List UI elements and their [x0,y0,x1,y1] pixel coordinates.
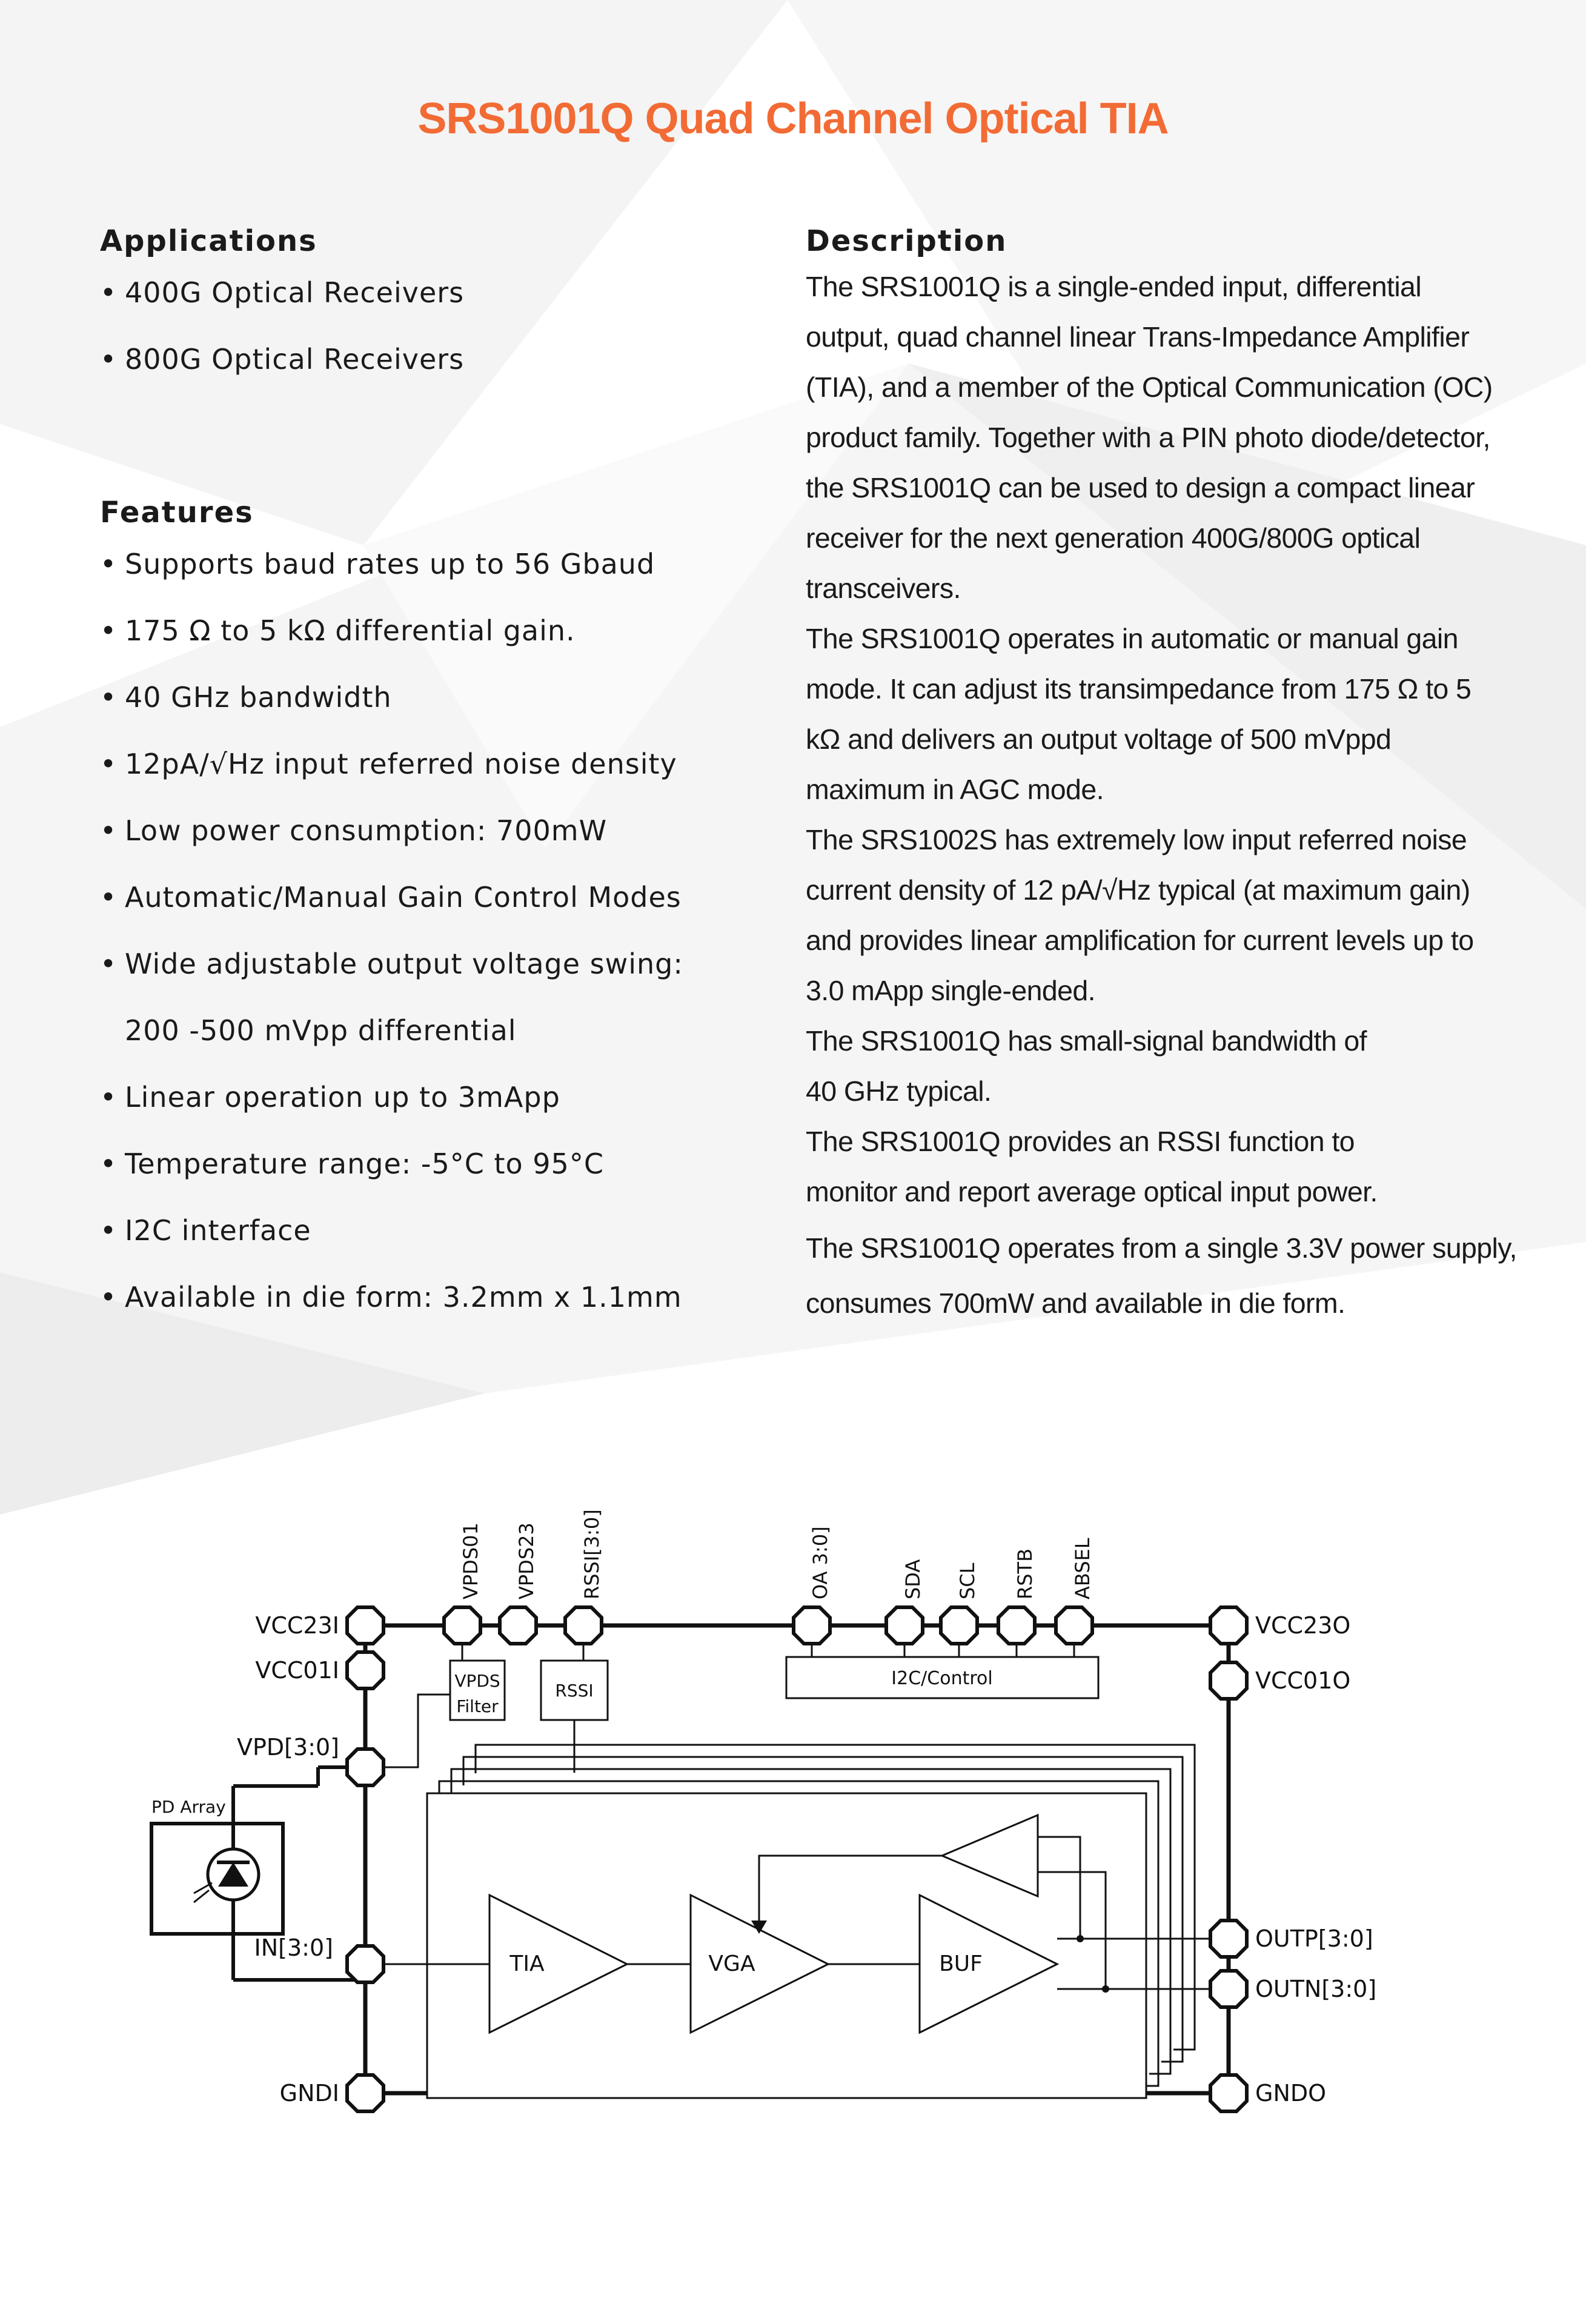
description-line: current density of 12 pA/√Hz typical (at maximum gain) [806,874,1470,906]
description-line: (TIA), and a member of the Optical Communication (OC) [806,371,1493,403]
description-line: mode. It can adjust its transimpedance from 175 Ω to 5 [806,673,1472,705]
pad-gndi [347,2075,383,2111]
list-item-continuation: 200 -500 mVpp differential [125,1014,517,1047]
pad-outp [1210,1921,1247,1957]
block-diagram [139,1478,1460,2133]
description-line: product family. Together with a PIN photo diode/detector, [806,422,1490,453]
description-line: output, quad channel linear Trans-Impedance Amplifier [806,321,1470,353]
description-line: maximum in AGC mode. [806,774,1104,805]
description-text [806,262,1551,1329]
features-list [100,531,797,1330]
pad-rssi [565,1607,602,1644]
description-line: The SRS1001Q is a single-ended input, differential [806,271,1422,302]
pin-label: VCC01O [1255,1667,1351,1694]
description-line: 3.0 mApp single-ended. [806,975,1095,1006]
pin-label: VPD[3:0] [237,1734,339,1761]
description-heading: Description [806,224,1007,258]
pad-oa [794,1607,830,1644]
description-line: and provides linear amplification for current levels up to [806,925,1474,956]
pad-outn [1210,1971,1247,2007]
pad-vpd [347,1749,383,1785]
right-column [806,224,1551,1329]
pad-scl [941,1607,977,1644]
pad-vcc01i [347,1652,383,1688]
pad-rstb [998,1607,1035,1644]
tia-label: TIA [509,1951,545,1976]
pd-array-label: PD Array [151,1797,226,1817]
vga-label: VGA [708,1951,755,1976]
pin-label: VCC23I [255,1612,339,1639]
description-line: consumes 700mW and available in die form. [806,1287,1345,1319]
pin-label: SCL [956,1562,979,1599]
description-line: 40 GHz typical. [806,1075,992,1107]
features-heading: Features [100,496,254,530]
left-column [100,224,797,1330]
description-line: receiver for the next generation 400G/800G optical [806,522,1421,554]
pad-vpds01 [444,1607,480,1644]
list-item: • I2C interface [100,1214,311,1247]
list-item: • Supports baud rates up to 56 Gbaud [100,548,655,580]
photodiode-icon [218,1862,248,1887]
list-item: • Linear operation up to 3mApp [100,1081,560,1114]
description-line: monitor and report average optical input power. [806,1176,1378,1207]
list-item: • 12pA/√Hz input referred noise density [100,748,677,780]
pin-label: VPDS23 [515,1522,538,1599]
pin-label: OA 3:0] [809,1526,832,1599]
vpds-filter-label: Filter [456,1696,499,1716]
description-line: The SRS1001Q has small-signal bandwidth of [806,1025,1367,1057]
description-line: the SRS1001Q can be used to design a compact linear [806,472,1475,503]
pad-vcc23i [347,1607,383,1644]
list-item: • Low power consumption: 700mW [100,814,608,847]
page-title: SRS1001Q Quad Channel Optical TIA [417,95,1169,143]
pin-label: VPDS01 [459,1522,482,1599]
pad-gndo [1210,2075,1247,2111]
description-line: transceivers. [806,573,961,604]
pad-in [347,1946,383,1982]
applications-list [100,259,797,393]
description-line: The SRS1001Q operates from a single 3.3V power supply, [806,1232,1517,1264]
list-item: • 400G Optical Receivers [100,276,465,309]
pad-sda [886,1607,923,1644]
applications-heading: Applications [100,224,317,258]
pad-vcc23o [1210,1607,1247,1644]
pad-vpds23 [500,1607,536,1644]
description-line: The SRS1002S has extremely low input referred noise [806,824,1467,855]
pin-label: GNDI [279,2080,339,2107]
list-item: • 40 GHz bandwidth [100,681,392,714]
description-line: The SRS1001Q provides an RSSI function to [806,1126,1355,1157]
list-item: • Wide adjustable output voltage swing: [100,948,683,980]
rssi-label: RSSI [555,1681,594,1701]
pin-label: OUTP[3:0] [1255,1925,1373,1952]
pin-label: IN[3:0] [254,1934,333,1961]
pad-absel [1056,1607,1092,1644]
list-item: • Automatic/Manual Gain Control Modes [100,881,682,914]
pin-label: VCC23O [1255,1612,1351,1639]
pin-label: GNDO [1255,2080,1327,2107]
pin-label: ABSEL [1071,1538,1094,1599]
pin-label: RSSI[3:0] [580,1509,603,1599]
list-item: • 175 Ω to 5 kΩ differential gain. [100,614,576,647]
list-item: • 800G Optical Receivers [100,343,465,376]
pin-label: OUTN[3:0] [1255,1976,1377,2002]
list-item: • Temperature range: -5°C to 95°C [100,1147,604,1180]
list-item: • Available in die form: 3.2mm x 1.1mm [100,1281,682,1313]
pin-label: SDA [901,1559,924,1599]
pd-array-block [151,1824,283,1934]
description-line: The SRS1001Q operates in automatic or manual gain [806,623,1458,654]
vpds-filter-label: VPDS [454,1671,500,1691]
pin-label: RSTB [1014,1548,1037,1599]
pad-vcc01o [1210,1662,1247,1699]
buf-label: BUF [939,1951,983,1976]
description-line: kΩ and delivers an output voltage of 500 mVppd [806,723,1392,755]
pin-label: VCC01I [255,1657,339,1684]
i2c-control-label: I2C/Control [891,1668,993,1689]
